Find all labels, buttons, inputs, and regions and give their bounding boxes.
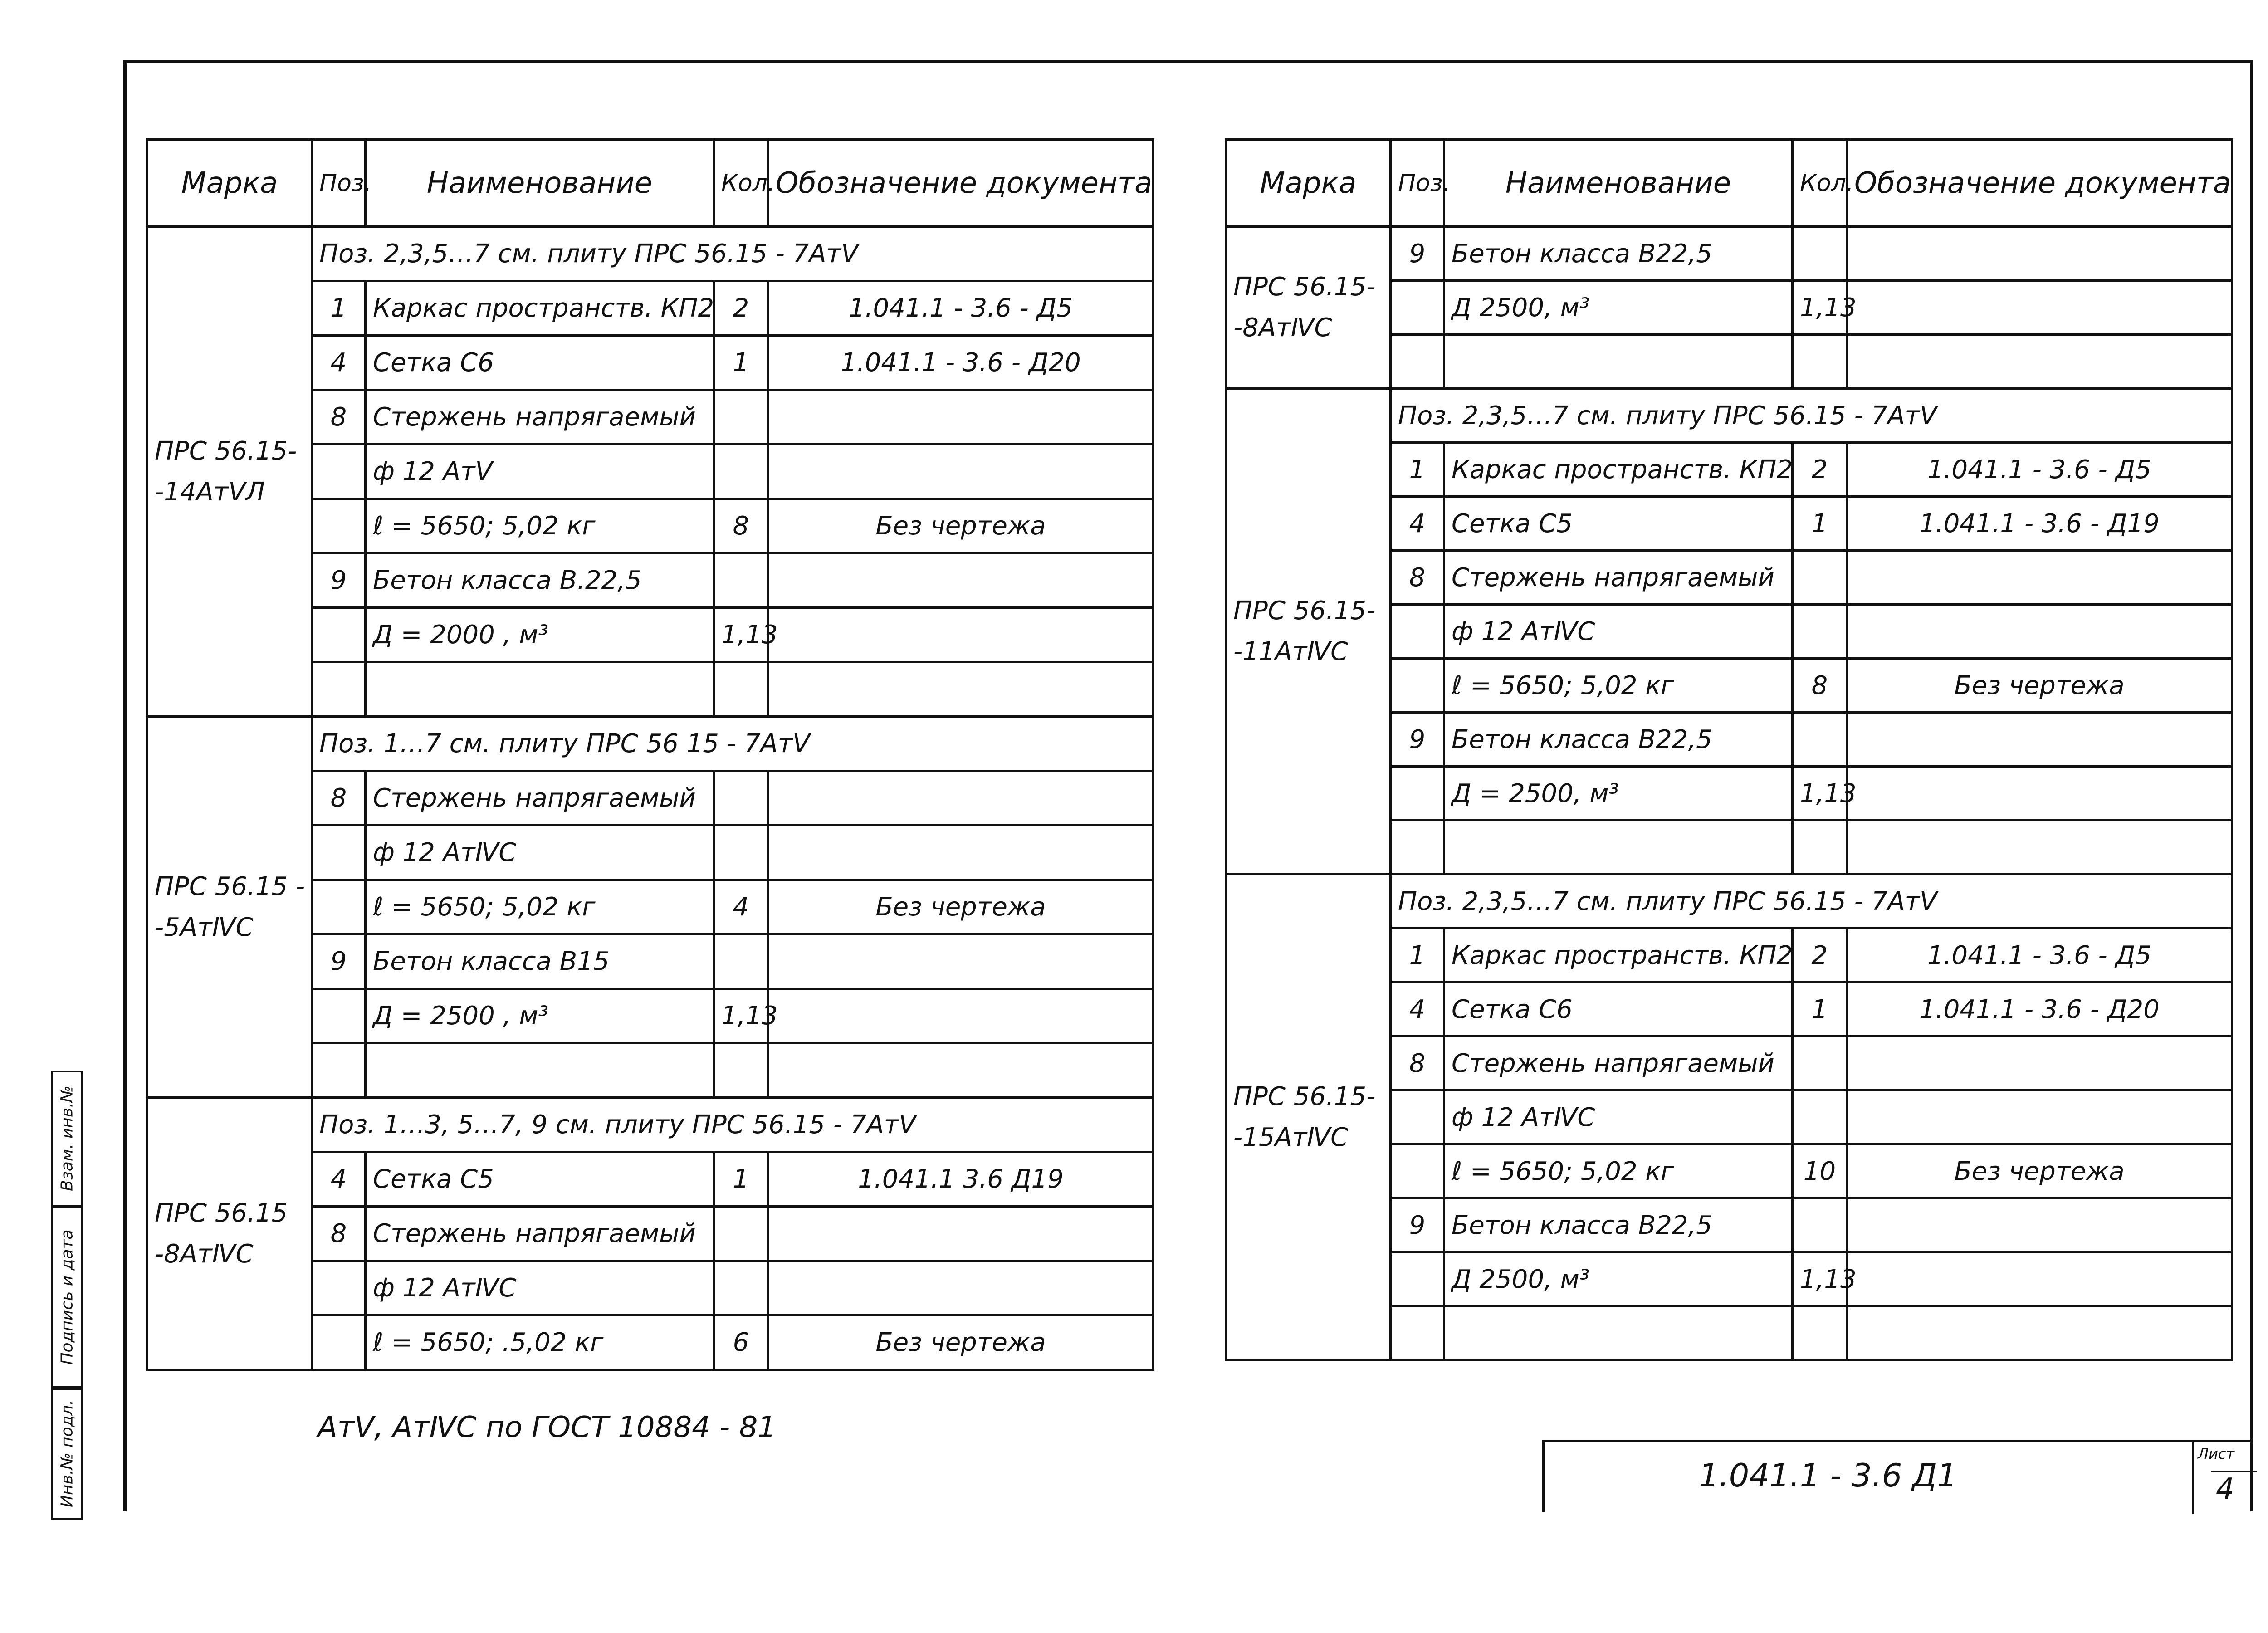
position-cell bbox=[312, 445, 366, 499]
header-name: Наименование bbox=[1444, 140, 1793, 227]
quantity-cell bbox=[714, 1261, 768, 1315]
document-cell bbox=[768, 826, 1154, 880]
name-cell: ℓ = 5650; .5,02 кг bbox=[366, 1315, 714, 1370]
marka-line: ПРС 56.15- bbox=[1233, 1082, 1376, 1111]
name-cell: Сетка С5 bbox=[366, 1152, 714, 1207]
name-cell: Стержень напрягаемый bbox=[366, 390, 714, 445]
reference-note: Поз. 1…3, 5…7, 9 см. плиту ПРС 56.15 - 7АтⅤ bbox=[312, 1098, 1154, 1152]
document-cell: Без чертежа bbox=[768, 1315, 1154, 1370]
quantity-cell: 8 bbox=[714, 499, 768, 553]
position-cell: 1 bbox=[312, 281, 366, 336]
side-label-inv-podl: Инв.№ подл. bbox=[58, 1400, 77, 1507]
quantity-cell bbox=[1793, 227, 1847, 281]
name-cell: Каркас пространств. КП2 bbox=[366, 281, 714, 336]
name-cell: Д = 2500, м³ bbox=[1444, 767, 1793, 821]
reference-note-row bbox=[1226, 875, 2232, 929]
position-cell: 8 bbox=[312, 1207, 366, 1261]
name-cell: Каркас пространств. КП2 bbox=[1444, 929, 1793, 983]
name-cell: ф 12 АтⅤ bbox=[366, 445, 714, 499]
table-row bbox=[1226, 227, 2232, 281]
quantity-cell bbox=[714, 390, 768, 445]
name-cell: Стержень напрягаемый bbox=[1444, 1037, 1793, 1090]
position-cell bbox=[312, 499, 366, 553]
side-label-podpis: Подпись и дата bbox=[58, 1229, 77, 1365]
document-cell bbox=[768, 1043, 1154, 1098]
document-cell bbox=[768, 934, 1154, 989]
marka-line: ПРС 56.15 bbox=[155, 1198, 288, 1228]
document-cell: 1.041.1 - 3.6 - Д5 bbox=[1847, 929, 2232, 983]
document-cell bbox=[768, 662, 1154, 717]
quantity-cell bbox=[714, 826, 768, 880]
position-cell: 4 bbox=[1391, 983, 1444, 1037]
document-cell bbox=[1847, 713, 2232, 767]
header-qty: Кол. bbox=[714, 140, 768, 227]
side-cell-inv-podl bbox=[51, 1388, 83, 1520]
quantity-cell bbox=[1793, 551, 1847, 605]
quantity-cell: 1,13 bbox=[1793, 281, 1847, 335]
document-cell: 1.041.1 3.6 Д19 bbox=[768, 1152, 1154, 1207]
document-cell bbox=[768, 608, 1154, 662]
document-cell: Без чертежа bbox=[768, 499, 1154, 553]
marka-cell bbox=[1226, 227, 1391, 389]
document-cell bbox=[1847, 1306, 2232, 1360]
position-cell: 8 bbox=[312, 390, 366, 445]
quantity-cell bbox=[714, 1207, 768, 1261]
quantity-cell: 1 bbox=[714, 1152, 768, 1207]
reference-note: Поз. 1…7 см. плиту ПРС 56 15 - 7АтⅤ bbox=[312, 717, 1154, 771]
document-cell bbox=[768, 390, 1154, 445]
document-cell bbox=[1847, 227, 2232, 281]
quantity-cell bbox=[1793, 1090, 1847, 1144]
name-cell: ℓ = 5650; 5,02 кг bbox=[1444, 659, 1793, 713]
quantity-cell: 1,13 bbox=[1793, 1252, 1847, 1306]
quantity-cell bbox=[1793, 821, 1847, 875]
name-cell: Бетон класса В22,5 bbox=[1444, 227, 1793, 281]
position-cell bbox=[312, 608, 366, 662]
position-cell: 9 bbox=[1391, 1198, 1444, 1252]
reference-note: Поз. 2,3,5…7 см. плиту ПРС 56.15 - 7АтⅤ bbox=[1391, 875, 2232, 929]
position-cell bbox=[312, 1315, 366, 1370]
position-cell: 8 bbox=[1391, 1037, 1444, 1090]
reference-note-row bbox=[147, 227, 1154, 281]
position-cell bbox=[312, 880, 366, 934]
spec-table-left bbox=[146, 138, 1154, 1371]
marka-line: -8АтⅣС bbox=[1233, 313, 1332, 342]
marka-line: -5АтⅣС bbox=[155, 912, 254, 942]
document-cell: Без чертежа bbox=[1847, 659, 2232, 713]
position-cell: 9 bbox=[312, 934, 366, 989]
document-cell bbox=[1847, 335, 2232, 389]
position-cell bbox=[1391, 767, 1444, 821]
name-cell: Д = 2000 , м³ bbox=[366, 608, 714, 662]
name-cell bbox=[366, 1043, 714, 1098]
quantity-cell: 6 bbox=[714, 1315, 768, 1370]
document-cell bbox=[1847, 821, 2232, 875]
document-cell bbox=[1847, 1037, 2232, 1090]
document-cell bbox=[1847, 605, 2232, 659]
header-marka: Марка bbox=[1226, 140, 1391, 227]
name-cell bbox=[1444, 821, 1793, 875]
marka-cell bbox=[147, 717, 312, 1098]
header-marka: Марка bbox=[147, 140, 312, 227]
document-cell bbox=[1847, 767, 2232, 821]
document-cell bbox=[1847, 1198, 2232, 1252]
name-cell: ℓ = 5650; 5,02 кг bbox=[366, 499, 714, 553]
reference-note-row bbox=[147, 1098, 1154, 1152]
position-cell bbox=[1391, 659, 1444, 713]
marka-line: ПРС 56.15 - bbox=[155, 871, 305, 901]
quantity-cell: 1,13 bbox=[714, 608, 768, 662]
sheet-number: 4 bbox=[2211, 1471, 2257, 1506]
document-cell: Без чертежа bbox=[1847, 1144, 2232, 1198]
document-cell: Без чертежа bbox=[768, 880, 1154, 934]
spec-table-right bbox=[1225, 138, 2233, 1361]
header-doc: Обозначение документа bbox=[768, 140, 1154, 227]
quantity-cell bbox=[714, 553, 768, 608]
quantity-cell bbox=[714, 1043, 768, 1098]
header-pos: Поз. bbox=[1391, 140, 1444, 227]
name-cell: Сетка С5 bbox=[1444, 497, 1793, 551]
document-cell bbox=[1847, 1252, 2232, 1306]
marka-line: -8АтⅣС bbox=[155, 1239, 254, 1269]
marka-cell bbox=[147, 1098, 312, 1370]
name-cell: Сетка С6 bbox=[366, 336, 714, 390]
quantity-cell bbox=[714, 771, 768, 826]
quantity-cell bbox=[714, 662, 768, 717]
reference-note: Поз. 2,3,5…7 см. плиту ПРС 56.15 - 7АтⅤ bbox=[312, 227, 1154, 281]
sheet-label: Лист bbox=[2198, 1445, 2235, 1462]
name-cell: Стержень напрягаемый bbox=[366, 1207, 714, 1261]
side-approval-strip bbox=[51, 1071, 123, 1520]
position-cell: 8 bbox=[1391, 551, 1444, 605]
name-cell: Бетон класса В.22,5 bbox=[366, 553, 714, 608]
position-cell bbox=[312, 826, 366, 880]
marka-line: -15АтⅣС bbox=[1233, 1123, 1349, 1152]
name-cell: Бетон класса В22,5 bbox=[1444, 713, 1793, 767]
document-code: 1.041.1 - 3.6 Д1 bbox=[1699, 1457, 1957, 1494]
quantity-cell bbox=[714, 445, 768, 499]
position-cell bbox=[1391, 335, 1444, 389]
document-cell: 1.041.1 - 3.6 - Д5 bbox=[1847, 443, 2232, 497]
marka-line: -14АтⅤЛ bbox=[155, 477, 265, 507]
position-cell: 9 bbox=[1391, 713, 1444, 767]
position-cell: 4 bbox=[1391, 497, 1444, 551]
header-doc: Обозначение документа bbox=[1847, 140, 2232, 227]
header-row bbox=[1226, 140, 2232, 227]
position-cell: 8 bbox=[312, 771, 366, 826]
document-cell: 1.041.1 - 3.6 - Д20 bbox=[768, 336, 1154, 390]
position-cell: 9 bbox=[312, 553, 366, 608]
name-cell: Каркас пространств. КП2 bbox=[1444, 443, 1793, 497]
name-cell bbox=[1444, 335, 1793, 389]
name-cell: Бетон класса В22,5 bbox=[1444, 1198, 1793, 1252]
quantity-cell bbox=[1793, 1037, 1847, 1090]
document-cell bbox=[768, 989, 1154, 1043]
name-cell: ф 12 АтⅣС bbox=[366, 826, 714, 880]
quantity-cell: 4 bbox=[714, 880, 768, 934]
title-block-stamp bbox=[1542, 1440, 2251, 1512]
document-cell bbox=[768, 553, 1154, 608]
name-cell: Стержень напрягаемый bbox=[366, 771, 714, 826]
position-cell bbox=[1391, 1144, 1444, 1198]
name-cell: Д 2500, м³ bbox=[1444, 281, 1793, 335]
document-cell bbox=[768, 771, 1154, 826]
quantity-cell: 1 bbox=[714, 336, 768, 390]
header-name: Наименование bbox=[366, 140, 714, 227]
document-cell bbox=[768, 1261, 1154, 1315]
sheet-number-box bbox=[2192, 1442, 2251, 1514]
marka-cell bbox=[147, 227, 312, 717]
name-cell: Сетка С6 bbox=[1444, 983, 1793, 1037]
header-row bbox=[147, 140, 1154, 227]
document-cell bbox=[1847, 551, 2232, 605]
document-cell bbox=[768, 445, 1154, 499]
document-cell bbox=[1847, 1090, 2232, 1144]
name-cell: ℓ = 5650; 5,02 кг bbox=[366, 880, 714, 934]
position-cell bbox=[1391, 281, 1444, 335]
quantity-cell bbox=[1793, 335, 1847, 389]
quantity-cell: 2 bbox=[1793, 929, 1847, 983]
quantity-cell: 2 bbox=[1793, 443, 1847, 497]
position-cell bbox=[312, 1043, 366, 1098]
side-label-vzam-inv: Взам. инв.№ bbox=[58, 1085, 77, 1191]
quantity-cell: 1,13 bbox=[1793, 767, 1847, 821]
position-cell bbox=[1391, 1306, 1444, 1360]
quantity-cell bbox=[714, 934, 768, 989]
name-cell: Стержень напрягаемый bbox=[1444, 551, 1793, 605]
marka-line: ПРС 56.15- bbox=[1233, 596, 1376, 626]
position-cell bbox=[1391, 821, 1444, 875]
quantity-cell bbox=[1793, 605, 1847, 659]
marka-line: ПРС 56.15- bbox=[155, 436, 297, 466]
name-cell: Д 2500, м³ bbox=[1444, 1252, 1793, 1306]
marka-cell bbox=[1226, 875, 1391, 1360]
quantity-cell: 1,13 bbox=[714, 989, 768, 1043]
document-cell: 1.041.1 - 3.6 - Д5 bbox=[768, 281, 1154, 336]
document-cell bbox=[1847, 281, 2232, 335]
position-cell: 4 bbox=[312, 1152, 366, 1207]
quantity-cell bbox=[1793, 1306, 1847, 1360]
document-cell bbox=[768, 1207, 1154, 1261]
quantity-cell: 8 bbox=[1793, 659, 1847, 713]
name-cell: ф 12 АтⅣС bbox=[366, 1261, 714, 1315]
marka-cell bbox=[1226, 389, 1391, 875]
reference-note-row bbox=[147, 717, 1154, 771]
marka-line: ПРС 56.15- bbox=[1233, 272, 1376, 302]
quantity-cell: 2 bbox=[714, 281, 768, 336]
position-cell bbox=[1391, 605, 1444, 659]
quantity-cell: 1 bbox=[1793, 983, 1847, 1037]
quantity-cell: 1 bbox=[1793, 497, 1847, 551]
header-qty: Кол. bbox=[1793, 140, 1847, 227]
reference-note-row bbox=[1226, 389, 2232, 443]
name-cell: ф 12 АтⅣС bbox=[1444, 1090, 1793, 1144]
position-cell: 4 bbox=[312, 336, 366, 390]
position-cell bbox=[312, 989, 366, 1043]
position-cell bbox=[312, 662, 366, 717]
position-cell: 9 bbox=[1391, 227, 1444, 281]
steel-standard-note: АтⅤ, АтⅣС по ГОСТ 10884 - 81 bbox=[318, 1411, 776, 1444]
document-cell: 1.041.1 - 3.6 - Д19 bbox=[1847, 497, 2232, 551]
quantity-cell bbox=[1793, 713, 1847, 767]
position-cell: 1 bbox=[1391, 443, 1444, 497]
header-pos: Поз. bbox=[312, 140, 366, 227]
marka-line: -11АтⅣС bbox=[1233, 637, 1349, 666]
position-cell bbox=[1391, 1090, 1444, 1144]
name-cell: Бетон класса В15 bbox=[366, 934, 714, 989]
position-cell bbox=[1391, 1252, 1444, 1306]
position-cell bbox=[312, 1261, 366, 1315]
quantity-cell: 10 bbox=[1793, 1144, 1847, 1198]
name-cell bbox=[1444, 1306, 1793, 1360]
name-cell: ℓ = 5650; 5,02 кг bbox=[1444, 1144, 1793, 1198]
document-cell: 1.041.1 - 3.6 - Д20 bbox=[1847, 983, 2232, 1037]
name-cell: ф 12 АтⅣС bbox=[1444, 605, 1793, 659]
name-cell: Д = 2500 , м³ bbox=[366, 989, 714, 1043]
reference-note: Поз. 2,3,5…7 см. плиту ПРС 56.15 - 7АтⅤ bbox=[1391, 389, 2232, 443]
quantity-cell bbox=[1793, 1198, 1847, 1252]
name-cell bbox=[366, 662, 714, 717]
position-cell: 1 bbox=[1391, 929, 1444, 983]
